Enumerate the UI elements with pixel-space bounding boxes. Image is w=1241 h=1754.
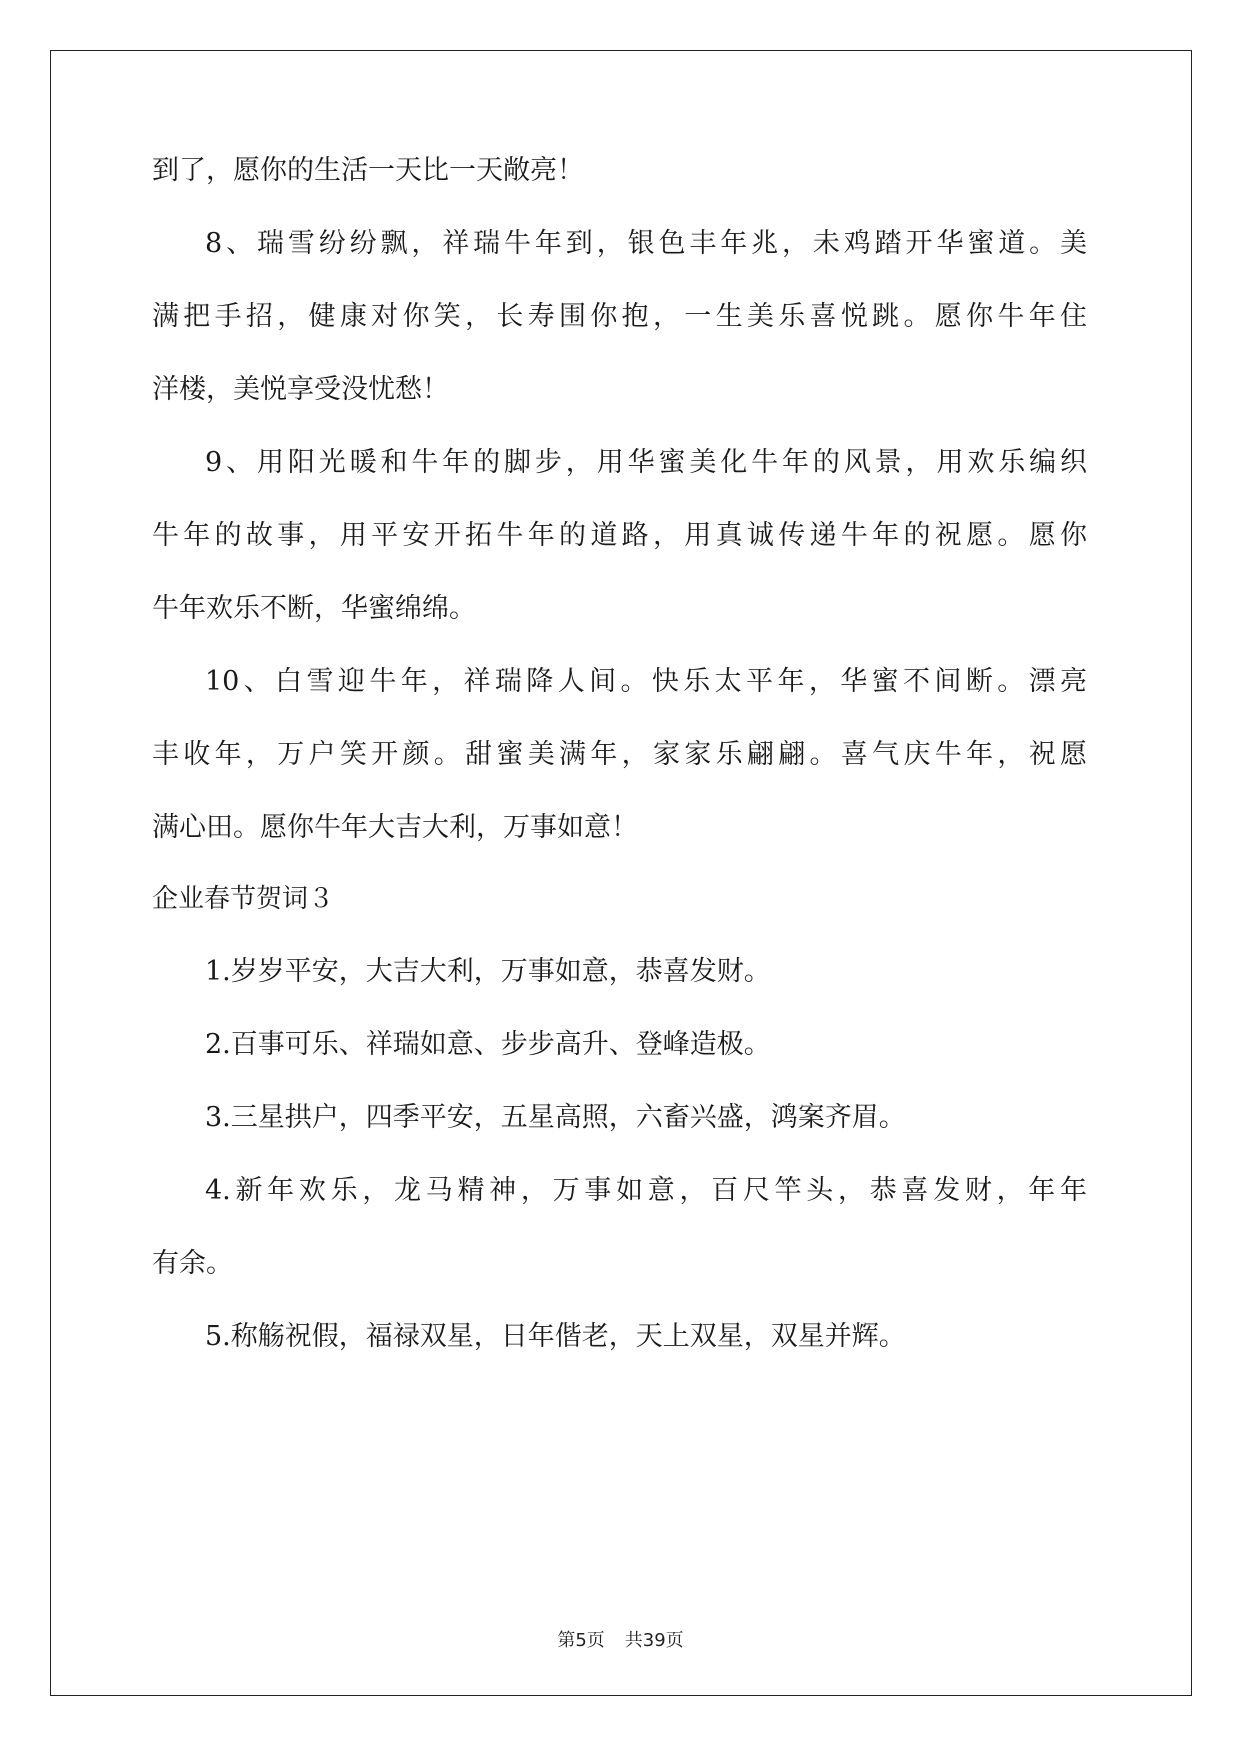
list-item-3: 3.三星拱户，四季平安，五星高照，六畜兴盛，鸿案齐眉。	[205, 1102, 906, 1133]
page-number: 5	[575, 1630, 587, 1651]
section-heading: 企业春节贺词３	[152, 884, 335, 914]
total-unit: 页	[665, 1630, 684, 1651]
paragraph-8-line-2: 满把手招，健康对你笑，长寿围你抱，一生美乐喜悦跳。愿你牛年住	[152, 301, 1087, 332]
page-footer	[0, 1630, 1241, 1652]
list-item-5: 5.称觞祝假，福禄双星，日年偕老，天上双星，双星并辉。	[205, 1321, 906, 1352]
page-unit: 页	[586, 1630, 605, 1651]
total-label: 共	[624, 1630, 643, 1651]
page-label: 第	[557, 1630, 576, 1651]
paragraph-10-line-2: 丰收年，万户笑开颜。甜蜜美满年，家家乐翩翩。喜气庆牛年，祝愿	[152, 739, 1087, 770]
paragraph-9-line-2: 牛年的故事，用平安开拓牛年的道路，用真诚传递牛年的祝愿。愿你	[152, 520, 1087, 551]
list-item-1: 1.岁岁平安，大吉大利，万事如意，恭喜发财。	[205, 956, 771, 987]
paragraph-9-line-3: 牛年欢乐不断，华蜜绵绵。	[152, 593, 476, 624]
paragraph-10-line-3: 满心田。愿你牛年大吉大利，万事如意！	[152, 812, 638, 843]
paragraph-8-line-3: 洋楼，美悦享受没忧愁！	[152, 374, 449, 405]
list-item-4-line-1: 4.新年欢乐，龙马精神，万事如意，百尺竿头，恭喜发财，年年	[205, 1175, 1087, 1206]
text-line: 到了，愿你的生活一天比一天敞亮！	[152, 155, 584, 186]
page-frame	[50, 50, 1192, 1696]
list-item-2: 2.百事可乐、祥瑞如意、步步高升、登峰造极。	[205, 1029, 771, 1060]
list-item-4-line-2: 有余。	[152, 1248, 233, 1279]
paragraph-9-line-1: 9、用阳光暖和牛年的脚步，用华蜜美化牛年的风景，用欢乐编织	[205, 447, 1087, 478]
total-pages: 39	[642, 1630, 666, 1651]
paragraph-10-line-1: 10、白雪迎牛年，祥瑞降人间。快乐太平年，华蜜不间断。漂亮	[205, 666, 1087, 697]
paragraph-8-line-1: 8、瑞雪纷纷飘，祥瑞牛年到，银色丰年兆，未鸡踏开华蜜道。美	[205, 228, 1087, 259]
